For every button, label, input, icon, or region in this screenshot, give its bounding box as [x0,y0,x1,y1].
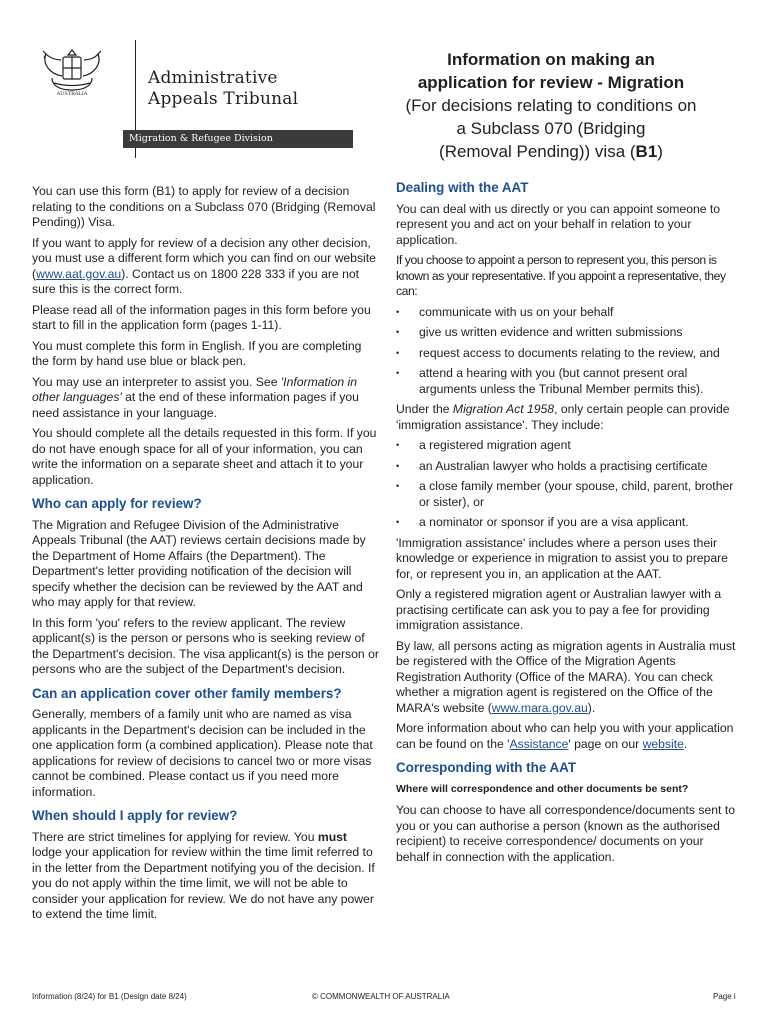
when-paragraph: There are strict timelines for applying for review. You must lodge your application for review within the time limit referred to in the letter from the Department notifying you of the decision. If you do not apply within the time limit, we will not be able to consider your application for review. We do not have any power to extend the time limit. [32,829,375,921]
interpreter-paragraph: You may use an interpreter to assist you. See 'Information in other languages' at the end of these information pages if you need assistance in your language. [32,374,359,420]
list-item: • a registered migration agent [396,438,738,454]
org-name-line2: Appeals Tribunal [148,89,299,109]
list-item: • request access to documents relating to the review, and [396,346,738,362]
correspondence-subheading: Where will correspondence and other documents be sent? [396,782,689,795]
list-item: • an Australian lawyer who holds a practising certificate [396,459,738,475]
list-item: • communicate with us on your behalf [396,305,738,321]
right-column [396,180,738,870]
list-item: • give us written evidence and written submissions [396,325,738,341]
list-item: • a nominator or sponsor if you are a visa applicant. [396,515,738,531]
deal-paragraph-2: If you choose to appoint a person to represent you, this person is known as your representative. If you appoint a representative, they can: [396,253,726,298]
english-paragraph: You must complete this form in English. If you are completing the form by hand use blue or black pen. [32,338,362,368]
heading-family-members: Can an application cover other family members? [32,685,342,701]
list-item: • a close family member (your spouse, child, parent, brother or sister), or [396,479,738,510]
assistance-providers-list [396,438,738,531]
complete-details-paragraph: You should complete all the details requested in this form. If you do not have enough space for all of your information, you can write the information on a separate sheet and attach it to your application. [32,426,377,487]
heading-who-can-apply: Who can apply for review? [32,496,202,511]
read-pages-paragraph: Please read all of the information pages in this form before you start to fill in the application form (pages 1-11). [32,302,371,332]
list-item: • attend a hearing with you (but cannot present oral arguments unless the Tribunal Member permits this). [396,366,738,397]
migration-act-paragraph: Under the Migration Act 1958, only certain people can provide 'immigration assistance'. They include: [396,402,730,432]
title-line-2: application for review - Migration [417,73,685,92]
who-paragraph-1: The Migration and Refugee Division of the Administrative Appeals Tribunal (the AAT) reviews certain decisions made by the Department of Home Affairs (the Department). The Department's letter providing notification of the decision will specify whether the decision can be reviewed by the AAT and who may apply for that review. [32,517,366,609]
other-decision-paragraph: If you want to apply for review of a decision any other decision, you must use a different form which you can find on our website (www.aat.gov.au). Contact us on 1800 228 333 if you are not sure this is the correct form. [32,235,376,296]
footer-copyright: © COMMONWEALTH OF AUSTRALIA [312,992,450,1001]
org-name-line1: Administrative [148,68,278,88]
who-paragraph-2: In this form 'you' refers to the review applicant. The review applicant(s) is the person or persons who is seeking review of the Department's decision. The visa applicant(s) is the person or persons who are the subject of the Department's decision. [32,615,379,676]
division-banner: Migration & Refugee Division [123,130,353,148]
correspondence-paragraph: You can choose to have all correspondence/documents sent to you or you can authorise a person (known as the authorised recipient) to receive correspondence/ documents on your behalf in connection with the application. [396,803,735,864]
footer-page-number: Page i [713,992,736,1001]
website-link[interactable]: website [642,736,684,751]
family-paragraph: Generally, members of a family unit who are named as visa applicants in the Department's decision can be included in the one application form (a combined application). Please note that applications for review of decisions to cancel two or more visas cannot be combined. Please contact us if you need more information. [32,707,373,799]
form-code: B1 [635,142,658,161]
heading-when-apply: When should I apply for review? [32,808,238,823]
mara-website-link[interactable]: www.mara.gov.au [491,700,588,715]
title-line-3: (For decisions relating to conditions on [405,96,697,115]
more-info-paragraph: More information about who can help you with your application can be found on the 'Assistance' page on our website. [396,721,734,751]
left-column [32,184,380,928]
title-line-1: Information on making an [447,50,655,69]
coat-of-arms-logo [32,46,112,96]
intro-paragraph: You can use this form (B1) to apply for review of a decision relating to the conditions on a Subclass 070 (Bridging (Removal Pending)) Visa. [32,184,376,229]
mara-paragraph: By law, all persons acting as migration agents in Australia must be registered with the Office of the Migration Agents Registration Authority (Office of the MARA). You can check whether a migration agent is registered on the Office of the MARA's website (www.mara.gov.au). [396,638,736,715]
title-line-5: (Removal Pending)) visa (B1) [439,142,663,161]
immigration-assistance-paragraph: 'Immigration assistance' includes where a person uses their knowledge or experience in migration to assist you to prepare for, or represent you in, an application at the AAT. [396,535,728,581]
heading-dealing-aat: Dealing with the AAT [396,180,529,195]
assistance-link[interactable]: Assistance [509,736,569,751]
footer-form-info: Information (8/24) for B1 (Design date 8/24) [32,992,187,1001]
representative-list [396,305,738,398]
fee-paragraph: Only a registered migration agent or Australian lawyer with a practising certificate can ask you to pay a fee for providing immigration assistance. [396,587,722,632]
other-languages-ref: 'Information in other languages' [32,374,358,404]
svg-text:AUSTRALIA: AUSTRALIA [56,91,88,96]
page-title [378,48,724,163]
title-line-4: a Subclass 070 (Bridging [456,119,646,138]
heading-corresponding: Corresponding with the AAT [396,760,577,775]
deal-paragraph-1: You can deal with us directly or you can appoint someone to represent you and act on your behalf in relation to your application. [396,201,721,247]
aat-website-link[interactable]: www.aat.gov.au [36,266,122,281]
